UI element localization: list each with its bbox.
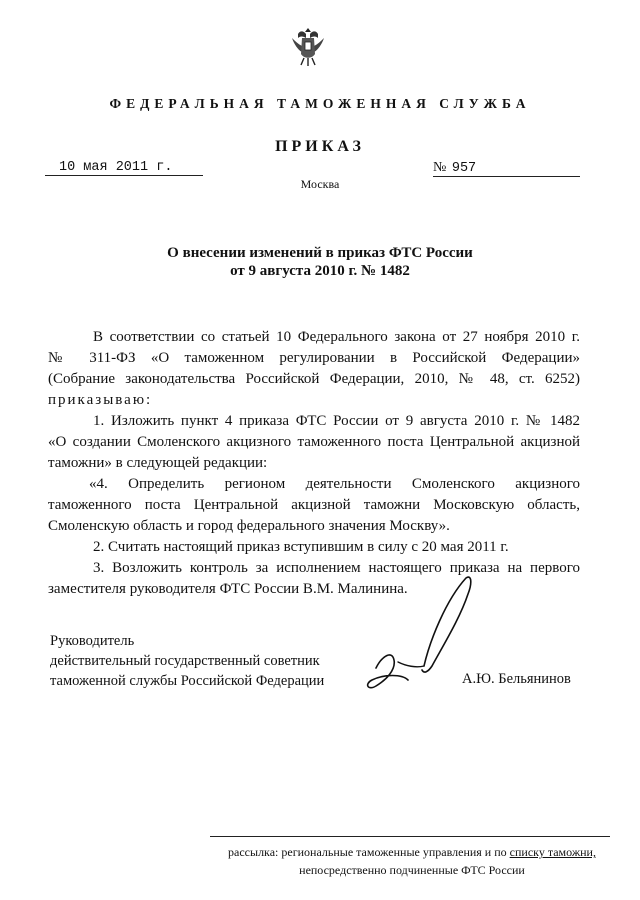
signatory-name: А.Ю. Бельянинов xyxy=(462,671,571,687)
body-line: приказываю: xyxy=(48,392,153,408)
handwritten-signature xyxy=(358,570,476,700)
distribution-line-2: непосредственно подчиненные ФТС России xyxy=(299,863,525,877)
subject-line-1: О внесении изменений в приказ ФТС России xyxy=(167,245,473,261)
agency-name: ФЕДЕРАЛЬНАЯ ТАМОЖЕННАЯ СЛУЖБА xyxy=(109,96,531,111)
subject-heading xyxy=(0,244,640,280)
signatory-title xyxy=(50,631,324,691)
body-line: «4. Определить регионом деятельности Смоленского акцизного xyxy=(89,476,580,492)
number-value: 957 xyxy=(451,161,477,176)
body-line: 2. Считать настоящий приказ вступившим в силу с 20 мая 2011 г. xyxy=(93,539,509,555)
customs-list-link[interactable]: списку таможни, xyxy=(509,845,596,859)
body-line: № 311-ФЗ «О таможенном регулировании в Российской Федерации» xyxy=(48,350,580,366)
coat-of-arms-emblem xyxy=(288,24,328,68)
subject-line-2: от 9 августа 2010 г. № 1482 xyxy=(230,263,410,279)
distribution-text: рассылка: региональные таможенные управления и по xyxy=(228,845,510,859)
number-label: № xyxy=(433,160,447,175)
order-number xyxy=(433,160,580,177)
body-line: таможни» в следующей редакции: xyxy=(48,455,268,471)
document-type: ПРИКАЗ xyxy=(275,138,365,155)
city: Москва xyxy=(300,177,340,191)
body-line: «О создании Смоленского акцизного таможенного поста Центральной акцизной xyxy=(48,434,580,450)
body-line: таможенного поста Центральной акцизной таможни Московскую область, xyxy=(48,497,580,513)
body-line: Смоленскую область и город федерального значения Москву». xyxy=(48,518,450,534)
body-line: 3. Возложить контроль за исполнением настоящего приказа на первого xyxy=(93,560,580,576)
body-line: (Собрание законодательства Российской Федерации, 2010, № 48, ст. 6252) xyxy=(48,371,580,387)
body-line: 1. Изложить пункт 4 приказа ФТС России от 9 августа 2010 г. № 1482 xyxy=(93,413,580,429)
distribution-line-1 xyxy=(214,843,610,861)
signatory-title-line-1: Руководитель xyxy=(50,633,135,649)
footer-divider xyxy=(210,836,610,837)
signatory-title-line-3: таможенной службы Российской Федерации xyxy=(50,673,325,689)
distribution-note xyxy=(214,843,610,879)
body-line: заместителя руководителя ФТС России В.М. Малинина. xyxy=(48,581,408,597)
signatory-title-line-2: действительный государственный советник xyxy=(50,653,320,669)
body-line: В соответствии со статьей 10 Федерального закона от 27 ноября 2010 г. xyxy=(93,329,580,345)
order-date: 10 мая 2011 г. xyxy=(45,160,203,176)
